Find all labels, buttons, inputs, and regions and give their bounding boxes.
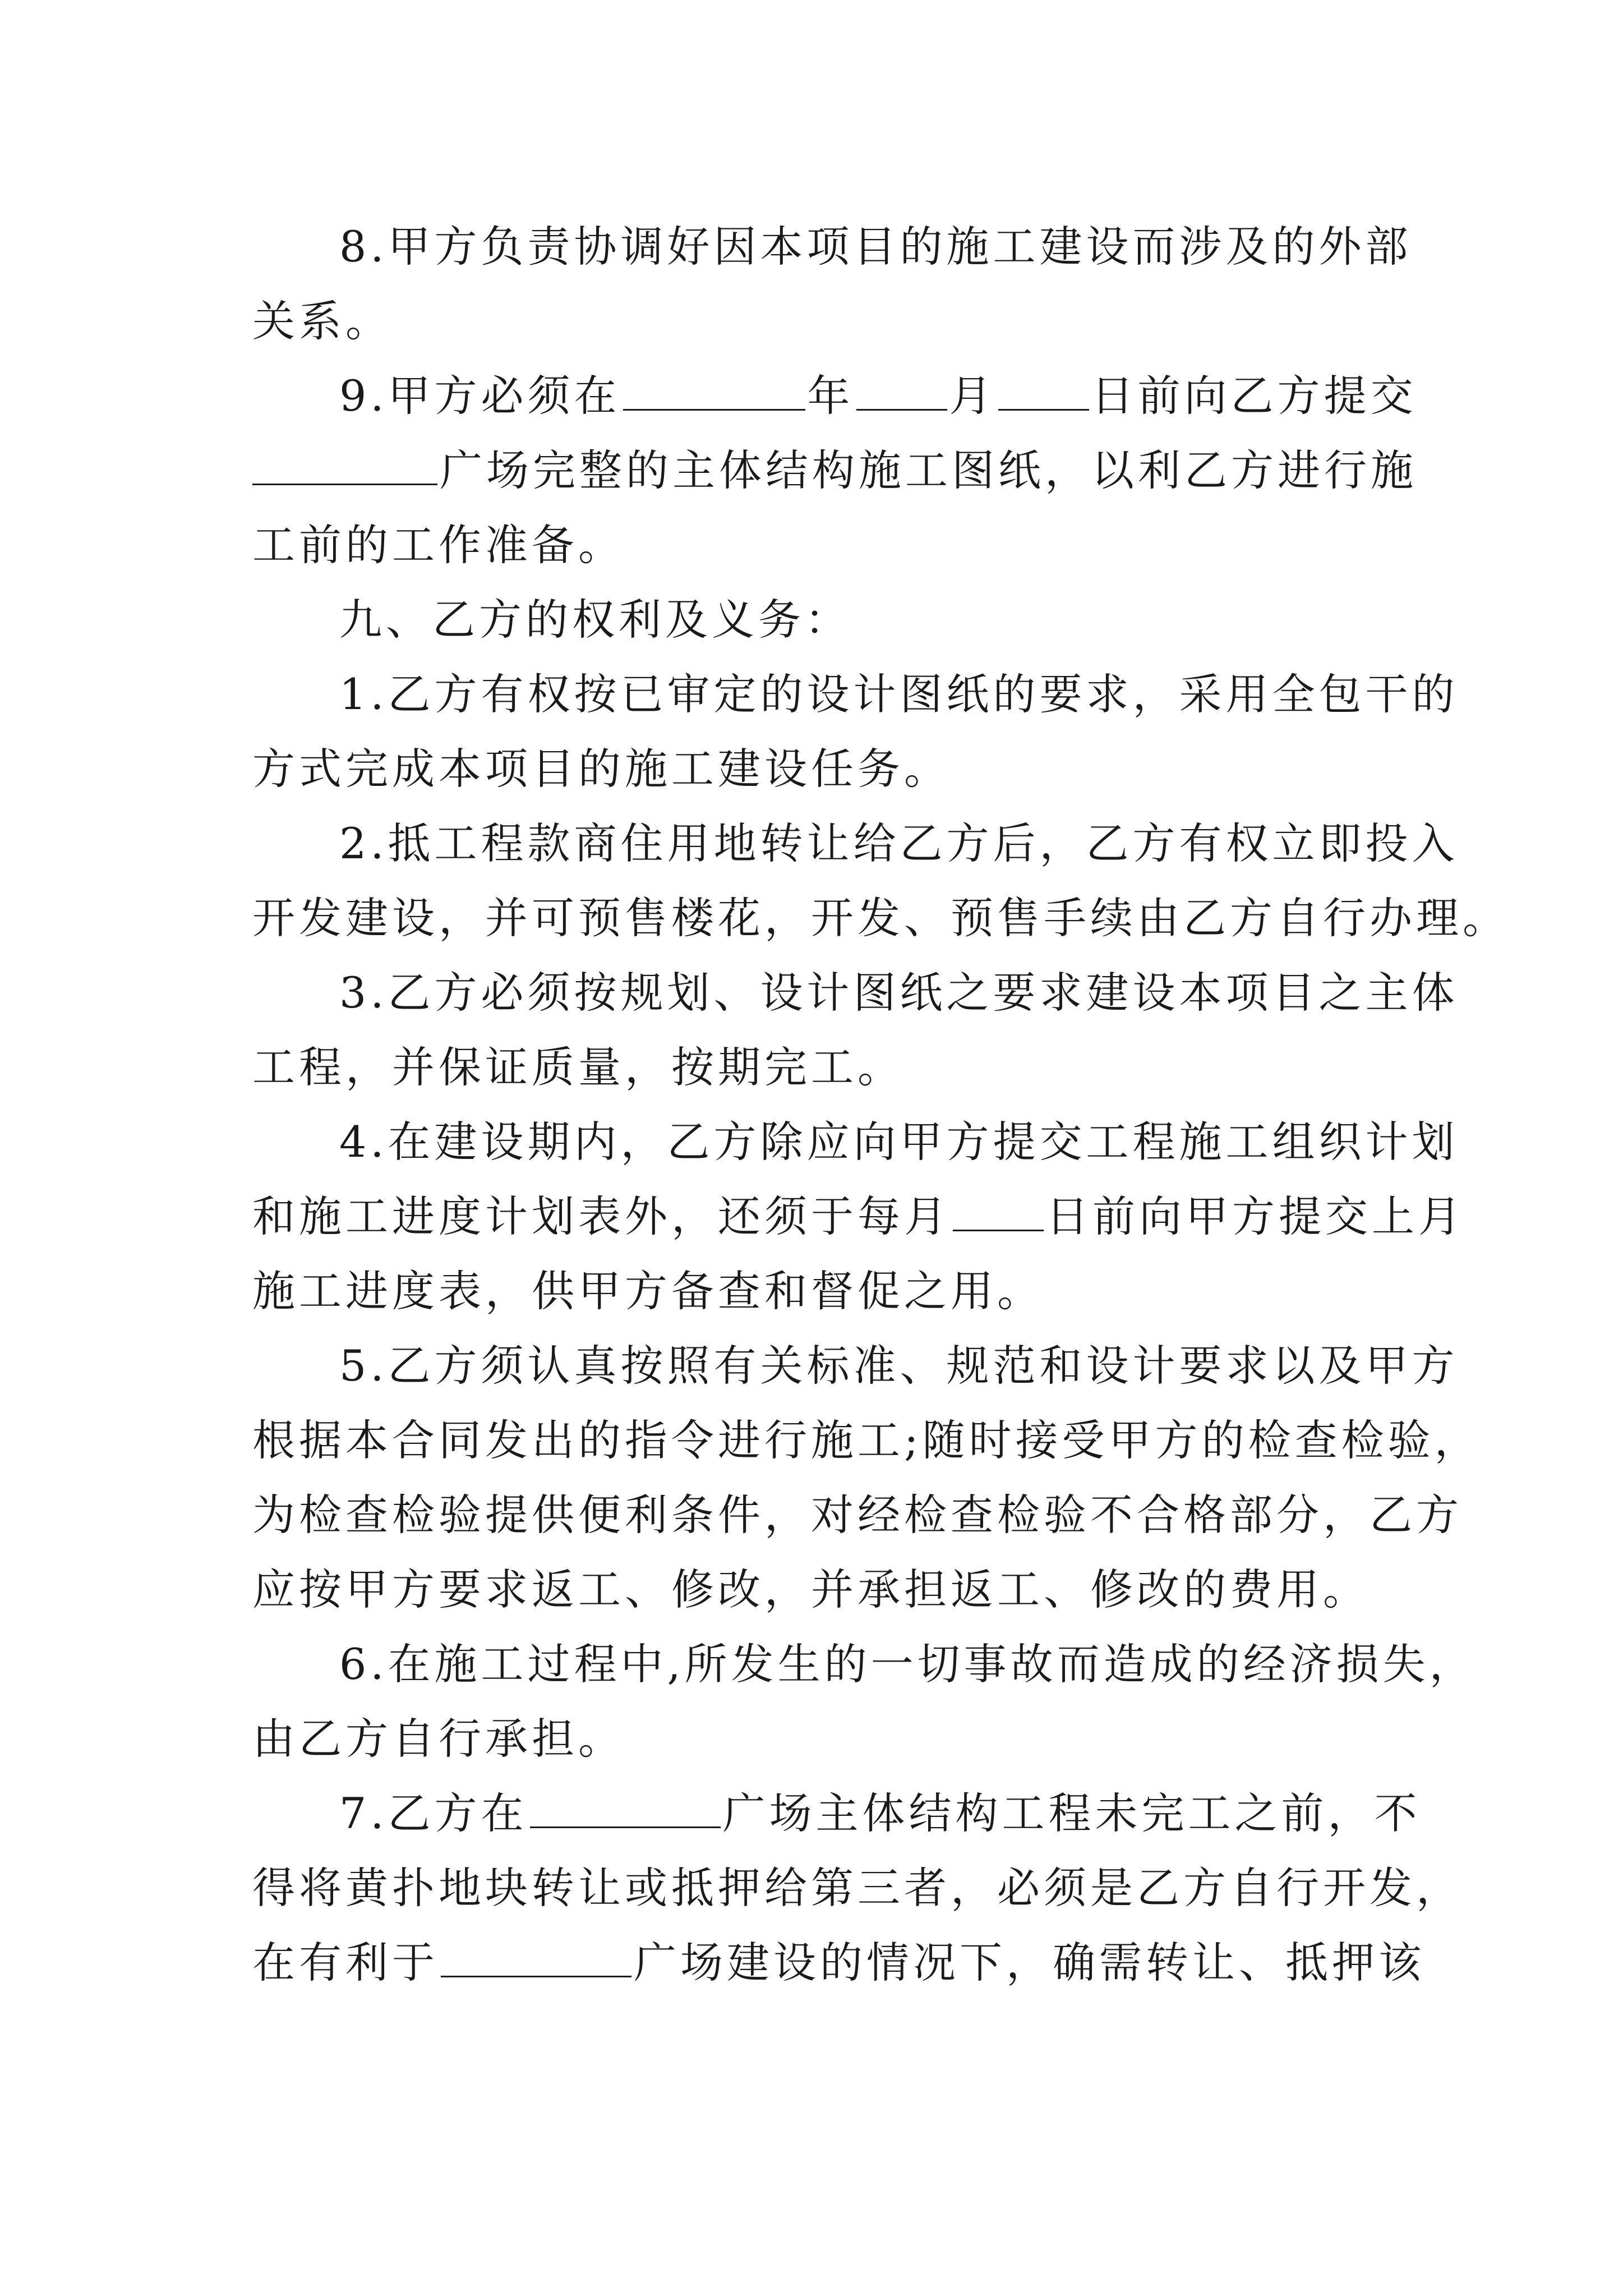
text-line: 3.乙方必须按规划、设计图纸之要求建设本项目之主体 <box>339 968 1459 1018</box>
fill-in-blank-plaza-name[interactable] <box>441 1939 631 1977</box>
text-line: 工程，并保证质量，按期完工。 <box>252 1042 904 1092</box>
text-line: 4.在建设期内，乙方除应向甲方提交工程施工组织计划 <box>339 1117 1459 1167</box>
section-heading: 九、乙方的权利及义务： <box>339 595 851 645</box>
text-line: 工前的工作准备。 <box>252 520 625 570</box>
text-line: 由乙方自行承担。 <box>252 1714 625 1764</box>
text-line: 根据本合同发出的指令进行施工;随时接受甲方的检查检验， <box>252 1415 1481 1465</box>
text-segment: 年 <box>807 371 854 421</box>
text-line: 开发建设，并可预售楼花，开发、预售手续由乙方自行办理。 <box>252 893 1509 943</box>
text-segment: 月 <box>949 371 996 421</box>
text-segment: 在有利于 <box>252 1938 439 1987</box>
text-line: 6.在施工过程中,所发生的一切事故而造成的经济损失， <box>339 1639 1476 1689</box>
text-line <box>252 1935 1425 1991</box>
text-segment: 和施工进度计划表外，还须于每月 <box>252 1191 951 1241</box>
fill-in-blank-day-of-month[interactable] <box>953 1193 1044 1231</box>
text-line: 2.抵工程款商住用地转让给乙方后，乙方有权立即投入 <box>339 818 1459 868</box>
text-line: 为检查检验提供便利条件，对经检查检验不合格部分，乙方 <box>252 1490 1463 1540</box>
fill-in-blank-plaza-name[interactable] <box>252 447 437 485</box>
text-line: 关系。 <box>252 296 392 346</box>
text-segment: 广场完整的主体结构施工图纸，以利乙方进行施 <box>440 445 1417 495</box>
text-line: 8.甲方负责协调好因本项目的施工建设而涉及的外部 <box>339 222 1412 272</box>
fill-in-blank-year[interactable] <box>623 372 805 411</box>
text-segment: 9.甲方必须在 <box>339 371 621 421</box>
text-segment: 日前向甲方提交上月 <box>1046 1191 1465 1241</box>
text-line <box>339 1786 1421 1842</box>
text-line: 方式完成本项目的施工建设任务。 <box>252 744 951 794</box>
text-line <box>339 368 1417 424</box>
text-segment: 广场主体结构工程未完工之前，不 <box>722 1788 1421 1838</box>
fill-in-blank-plaza-name[interactable] <box>530 1789 721 1828</box>
fill-in-blank-day[interactable] <box>998 372 1089 411</box>
text-line: 5.乙方须认真按照有关标准、规范和设计要求以及甲方 <box>339 1341 1459 1391</box>
text-line: 1.乙方有权按已审定的设计图纸的要求，采用全包干的 <box>339 669 1459 719</box>
text-segment: 广场建设的情况下，确需转让、抵押该 <box>634 1938 1425 1987</box>
text-line <box>252 1189 1465 1245</box>
text-segment: 日前向乙方提交 <box>1091 371 1417 421</box>
text-line: 得将黄扑地块转让或抵押给第三者，必须是乙方自行开发， <box>252 1863 1463 1913</box>
text-segment: 7.乙方在 <box>339 1788 528 1838</box>
fill-in-blank-month[interactable] <box>856 372 947 411</box>
text-line <box>252 443 1417 499</box>
text-line: 施工进度表，供甲方备查和督促之用。 <box>252 1266 1044 1316</box>
text-line: 应按甲方要求返工、修改，并承担返工、修改的费用。 <box>252 1565 1370 1614</box>
